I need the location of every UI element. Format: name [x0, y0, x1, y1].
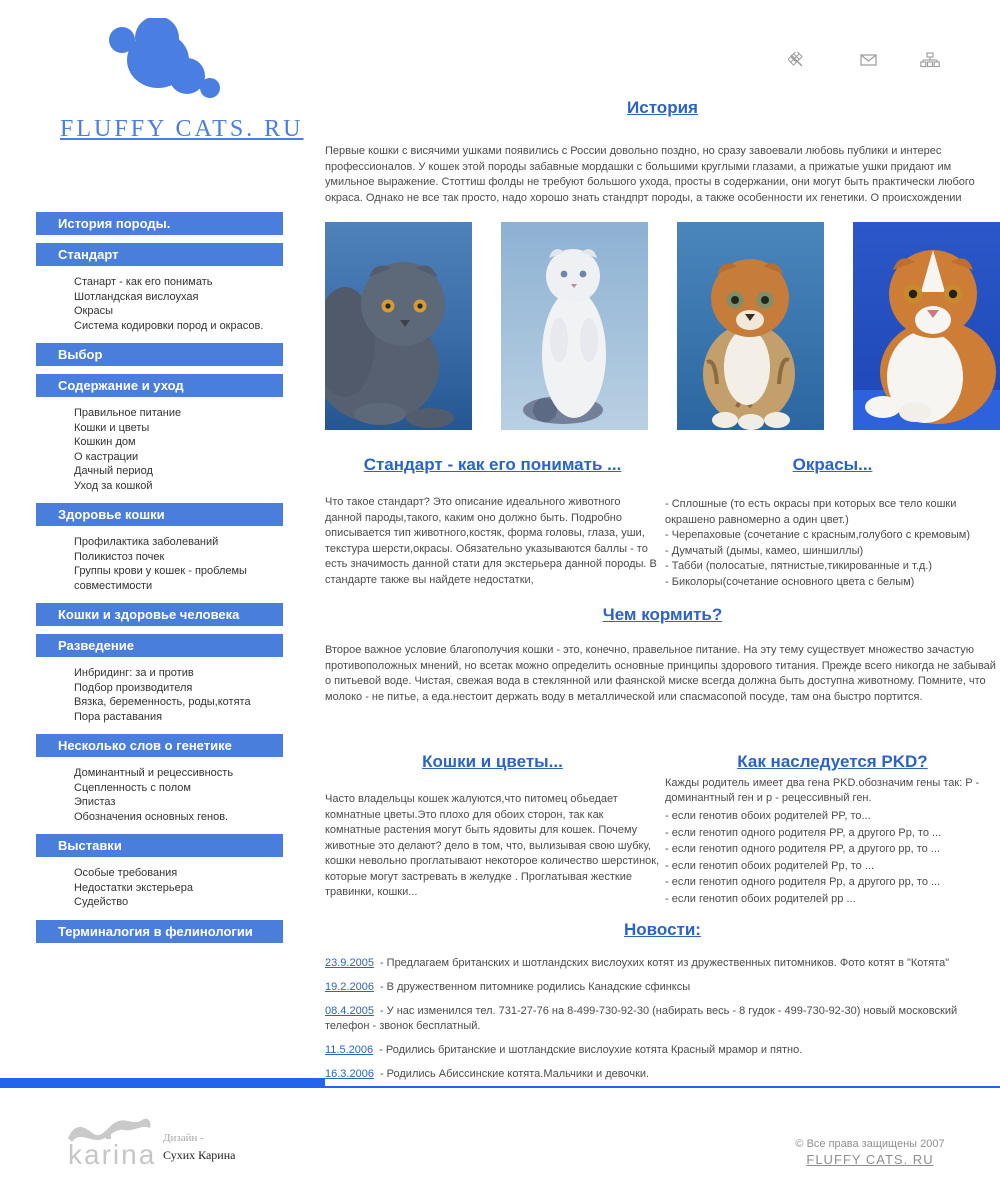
- section-flowers: [325, 752, 660, 901]
- news-text: - У нас изменился тел. 731-27-76 на 8-499-730-92-30 (набирать весь - 8 гудок - 499-730-92-30) новый московский телефон - звонок бесплатный.: [325, 1005, 958, 1032]
- design-credit: [163, 1132, 235, 1163]
- footer-site-link[interactable]: FLUFFY CATS. RU: [806, 1152, 934, 1167]
- pkd-intro: Кажды родитель имеет два гена PKD.обозначим гены так: P - доминантный ген и p - рецессивный ген.: [665, 777, 980, 804]
- sidebar-item-genetika[interactable]: Несколько слов о генетике: [36, 734, 283, 757]
- feeding-text: Второе важное условие благополучия кошки - это, конечно, правельное питание. На эту тему существует множество зачастую противоположных мнений, но всетак можно определить основные принципы здорового титания. Прежде всего никогда не забывай о питьевой воде. Чистая, свежая вода в стеклянной или фаянской миске всегда должна быть доступна животному. Помните, что молоко - не питье, а еда.нестоит держать воду в металлической или спасмасопой посуде, там она быстро портится.: [325, 644, 996, 703]
- cat-photo-blue-fold: [325, 222, 472, 430]
- pkd-item: - если генотип обоих родителей pp ...: [665, 892, 856, 905]
- footer-divider-bar: [0, 1078, 325, 1088]
- sidebar-link-podbor[interactable]: Подбор производителя: [74, 681, 193, 694]
- sidebar-link-pitanie[interactable]: Правильное питание: [74, 407, 182, 419]
- pkd-item: - если генотип одного родителя PP, а другого pp, то ...: [665, 843, 940, 855]
- okrasy-item: - Думчатый (дымы, камео, шиншиллы): [665, 544, 864, 557]
- sidebar-group-soderzhanie: [36, 405, 283, 503]
- sidebar-group-vystavki: [36, 865, 283, 920]
- pkd-title[interactable]: Как наследуется PKD?: [737, 752, 928, 771]
- sidebar-link-nedostatki[interactable]: Недостатки экстерьера: [74, 881, 193, 894]
- sidebar-item-vystavki[interactable]: Выставки: [36, 834, 283, 857]
- sidebar-item-razvedenie[interactable]: Разведение: [36, 634, 283, 657]
- section-feeding: [325, 605, 1000, 705]
- standard-title[interactable]: Стандарт - как его понимать ...: [363, 455, 622, 474]
- sidebar-link-shotlandskaya[interactable]: Шотландская вислоухая: [74, 290, 199, 303]
- cat-photo-white-standing: [501, 222, 648, 430]
- sidebar-link-kastracia[interactable]: О кастрации: [74, 450, 139, 463]
- news-text: - В дружественном питомнике родились Канадские сфинксы: [379, 981, 691, 993]
- okrasy-item: - Биколоры(сочетание основного цвета с белым): [665, 575, 915, 588]
- news-date-link[interactable]: 08.4.2005: [325, 1005, 374, 1017]
- sidebar-link-epistaz[interactable]: Эпистаз: [74, 796, 116, 808]
- pkd-item: - если генотип одного родителя Pp, а другого pp, то ...: [665, 876, 941, 888]
- flowers-title[interactable]: Кошки и цветы...: [422, 752, 563, 771]
- sidebar-link-trebovania[interactable]: Особые требования: [74, 867, 178, 879]
- news-date-link[interactable]: 16.3.2006: [325, 1068, 374, 1080]
- sidebar-link-dominantny[interactable]: Доминантный и рецессивность: [74, 767, 234, 779]
- sidebar-group-razvedenie: [36, 665, 283, 734]
- feeding-title[interactable]: Чем кормить?: [602, 605, 723, 624]
- okrasy-list: [665, 497, 1000, 590]
- sitemap-icon[interactable]: [920, 52, 938, 68]
- sidebar-link-kodirovka[interactable]: Система кодировки пород и окрасов.: [74, 319, 264, 332]
- section-standard: [325, 455, 660, 588]
- sidebar-item-history-porody[interactable]: История породы.: [36, 212, 283, 235]
- sidebar-link-profilaktika[interactable]: Профилактика заболеваний: [74, 536, 219, 548]
- okrasy-item: - Черепаховые (сочетание с красным,голубого с кремовым): [665, 529, 970, 541]
- sidebar-nav: [36, 212, 283, 951]
- sidebar-link-oboznachenia[interactable]: Обозначения основных генов.: [74, 810, 229, 823]
- sidebar-link-sceplennost[interactable]: Сцепленность с полом: [74, 781, 191, 794]
- flowers-text: Часто владельцы кошек жалуются,что питомец обьедает комнатные цветы.Это плохо для обоих сторон, так как комнатные растения могут быть ядовиты для кошек. Почему животные это делают? дело в том, что, вылизывая свою шубку, кошки невольно проглатывают некоторое количество шерстинок, которые могут застревать в желудке . Проглатывая жесткие травинки, кошки...: [325, 793, 660, 898]
- copyright-block: [760, 1138, 980, 1167]
- sidebar-link-vyazka[interactable]: Вязка, беременность, роды,котята: [74, 696, 251, 708]
- cat-photo-red-kitten: [677, 222, 824, 430]
- news-text: - Предлагаем британских и шотландских вислоухих котят из дружественных питомников. Фото котят в "Котята": [379, 957, 950, 969]
- designer-name: Сухих Карина: [163, 1148, 236, 1162]
- okrasy-item: - Табби (полосатые, пятнистые,тикированные и т.д.): [665, 560, 933, 572]
- okrasy-title[interactable]: Окрасы...: [792, 455, 873, 474]
- news-item: [325, 980, 1000, 995]
- history-text: Первые кошки с висячими ушками появились с России довольно поздно, но сразу завоевали любовь публики и интерес профессионалов. У кошек этой породы забавные мордашки с большими круглыми глазами, а прижатые ушки придают им умильное выражение. Стоттиш фолды не требуют большого ухода, просты в содержании, они могут быть практически любого окраса. Однако не все так просто, надо хорошо знать стандпрт породы, а также особенности их генетики. О происхождении: [325, 145, 975, 204]
- karina-logo[interactable]: [62, 1112, 162, 1175]
- section-news: [325, 920, 1000, 1091]
- section-history: [325, 98, 1000, 206]
- sidebar-item-standart[interactable]: Стандарт: [36, 243, 283, 266]
- sidebar-link-gruppy-krovi[interactable]: Группы крови у кошек - проблемы совместимости: [74, 565, 247, 592]
- footer-divider-line: [325, 1086, 1000, 1088]
- site-title[interactable]: FLUFFY CATS. RU: [60, 116, 304, 142]
- news-date-link[interactable]: 23.9.2005: [325, 957, 374, 969]
- footer-divider: [0, 1078, 1000, 1088]
- news-item: [325, 1043, 1000, 1058]
- sidebar-item-koshki-chelovek[interactable]: Кошки и здоровье человека: [36, 603, 283, 626]
- sidebar-link-dachny-period[interactable]: Дачный период: [74, 465, 153, 477]
- karina-logo-text: karina: [68, 1139, 157, 1170]
- news-item: [325, 1004, 1000, 1034]
- top-icon-bar: [780, 52, 950, 72]
- sidebar-item-soderzhanie[interactable]: Содержание и уход: [36, 374, 283, 397]
- sidebar-link-inbriding[interactable]: Инбридинг: за и против: [74, 667, 194, 679]
- site-logo[interactable]: [60, 18, 304, 143]
- pkd-item: - если генотип обоих родителей Pp, то ...: [665, 859, 875, 872]
- news-item: [325, 956, 1000, 971]
- sidebar-group-standart: [36, 274, 283, 343]
- standard-text: Что такое стандарт? Это описание идеального животного данной пароды,такого, каким оно должно быть. Подробно описывается тип животного,костяк, форма головы, глаза, уши, текстура шерсти,окрасы. Обязательно указываются баллы - то есть значимость данной стати для экстерьера данной породы. В стандарте также вы найдете недостатки,: [325, 496, 657, 586]
- sidebar-link-polikistoz[interactable]: Поликистоз почек: [74, 550, 165, 563]
- sidebar-link-uhod[interactable]: Уход за кошкой: [74, 479, 153, 492]
- flag-icon[interactable]: [788, 52, 806, 68]
- sidebar-group-zdorovie: [36, 534, 283, 603]
- news-date-link[interactable]: 19.2.2006: [325, 981, 374, 993]
- cat-photo-red-white: [853, 222, 1000, 430]
- section-pkd: [665, 752, 1000, 907]
- sidebar-link-rastavanie[interactable]: Пора раставания: [74, 710, 163, 723]
- sidebar-link-koshkin-dom[interactable]: Кошкин дом: [74, 436, 136, 448]
- news-text: - Родились британские и шотландские вислоухие котята Красный мрамор и пятно.: [379, 1044, 803, 1056]
- pkd-list: [665, 808, 1000, 907]
- cat-photos-row: [325, 222, 1000, 430]
- pkd-item: - если генотип одного родителя PP, а другого Pp, то ...: [665, 826, 942, 839]
- sidebar-link-sudeystvo[interactable]: Судейство: [74, 896, 129, 908]
- cat-blob-logo-icon: [75, 18, 255, 108]
- okrasy-item: - Сплошные (то есть окрасы при которых все тело кошки окрашено равномерно а один цвет.): [665, 498, 957, 526]
- copyright-text: © Все права защищены 2007: [795, 1138, 945, 1150]
- pkd-item: - если генотив обоих родителей PP, то...: [665, 810, 871, 822]
- news-list: [325, 956, 1000, 1082]
- sidebar-group-genetika: [36, 765, 283, 834]
- design-label: Дизайн -: [163, 1132, 204, 1144]
- section-okrasy: [665, 455, 1000, 590]
- news-title[interactable]: Новости:: [624, 920, 701, 939]
- sidebar-item-terminologia[interactable]: Терминалогия в фелинологии: [36, 920, 283, 943]
- news-date-link[interactable]: 11.5.2006: [325, 1044, 374, 1056]
- mail-icon[interactable]: [860, 52, 878, 68]
- sidebar-item-vybor[interactable]: Выбор: [36, 343, 283, 366]
- sidebar-link-okrasy[interactable]: Окрасы: [74, 305, 114, 317]
- sidebar-link-stanart-ponimat[interactable]: Станарт - как его понимать: [74, 276, 213, 288]
- sidebar-item-zdorovie-koshki[interactable]: Здоровье кошки: [36, 503, 283, 526]
- sidebar-link-koshki-cvety[interactable]: Кошки и цветы: [74, 421, 150, 434]
- history-title[interactable]: История: [627, 98, 698, 117]
- news-text: - Родились Абиссинские котята.Мальчики и девочки.: [379, 1068, 650, 1080]
